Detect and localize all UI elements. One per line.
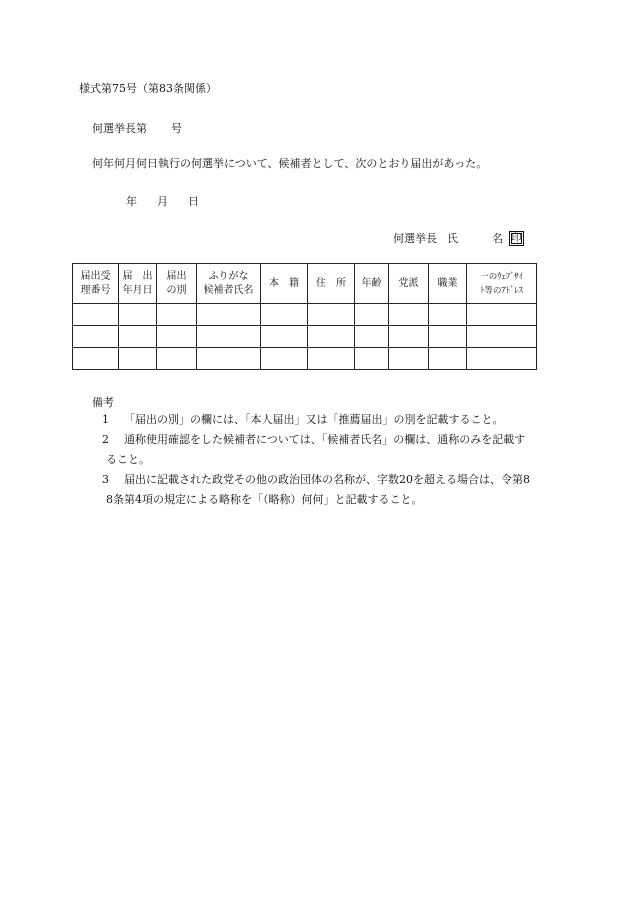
date-month: 月 (157, 195, 168, 208)
signature-mei: 名 (492, 232, 503, 245)
table-cell[interactable] (261, 326, 308, 348)
signature-shi: 氏 (447, 232, 458, 245)
seal-icon: 印 (509, 231, 524, 246)
remarks-title: 備考 (92, 396, 114, 409)
table-row (73, 326, 537, 348)
table-cell[interactable] (157, 326, 197, 348)
notice-heading-suffix: 号 (171, 122, 182, 135)
table-cell[interactable] (261, 304, 308, 326)
table-cell[interactable] (308, 348, 355, 370)
header-occupation: 職業 (429, 264, 467, 304)
table-cell[interactable] (119, 326, 157, 348)
header-filing-date: 届 出 年月日 (119, 264, 157, 304)
table-cell[interactable] (119, 304, 157, 326)
table-cell[interactable] (389, 326, 429, 348)
header-filing-type: 届出 の別 (157, 264, 197, 304)
notice-body-text: 何年何月何日執行の何選挙について、候補者として、次のとおり届出があった。 (92, 157, 488, 170)
table-cell[interactable] (157, 304, 197, 326)
table-cell[interactable] (355, 304, 389, 326)
table-cell[interactable] (355, 348, 389, 370)
table-cell[interactable] (355, 326, 389, 348)
table-cell[interactable] (389, 348, 429, 370)
remark-item: 2 通称使用確認をした候補者については、「候補者氏名」の欄は、通称のみを記載す ること。 (102, 433, 526, 466)
table-cell[interactable] (73, 348, 119, 370)
remark-item: 3 届出に記載された政党その他の政治団体の名称が、字数20を超える場合は、令第8 8条第4項の規定による略称を「（略称）何何」と記載すること。 (102, 473, 530, 506)
header-website-address: 一のｳｪﾌﾞｻｲ ﾄ等のｱﾄﾞﾚｽ (467, 264, 537, 304)
notice-heading-label: 何選挙長第 (92, 122, 147, 135)
table-cell[interactable] (429, 304, 467, 326)
signature-line (393, 230, 524, 247)
header-candidate-name: ふりがな 候補者氏名 (197, 264, 261, 304)
table-cell[interactable] (467, 348, 537, 370)
header-party: 党派 (389, 264, 429, 304)
table-cell[interactable] (73, 326, 119, 348)
notice-number-heading (92, 120, 182, 136)
table-cell[interactable] (119, 348, 157, 370)
header-receipt-number: 届出受 理番号 (73, 264, 119, 304)
table-cell[interactable] (467, 326, 537, 348)
table-cell[interactable] (308, 326, 355, 348)
table-row (73, 348, 537, 370)
table-cell[interactable] (467, 304, 537, 326)
header-age: 年齢 (355, 264, 389, 304)
table-header-row (73, 264, 537, 304)
date-year: 年 (126, 195, 137, 208)
table-cell[interactable] (197, 304, 261, 326)
table-cell[interactable] (261, 348, 308, 370)
date-line (126, 193, 199, 209)
table-cell[interactable] (429, 348, 467, 370)
signature-title: 何選挙長 (393, 232, 437, 245)
table-cell[interactable] (389, 304, 429, 326)
table-cell[interactable] (197, 326, 261, 348)
header-registered-domicile: 本 籍 (261, 264, 308, 304)
table-cell[interactable] (308, 304, 355, 326)
candidate-report-table (72, 263, 537, 370)
header-address: 住 所 (308, 264, 355, 304)
table-row (73, 304, 537, 326)
table-cell[interactable] (429, 326, 467, 348)
date-day: 日 (188, 195, 199, 208)
table-cell[interactable] (157, 348, 197, 370)
form-number-title: 様式第75号（第83条関係） (79, 82, 217, 95)
table-cell[interactable] (197, 348, 261, 370)
remark-item: 1 「届出の別」の欄には、「本人届出」又は「推薦届出」の別を記載すること。 (102, 413, 504, 426)
table-cell[interactable] (73, 304, 119, 326)
